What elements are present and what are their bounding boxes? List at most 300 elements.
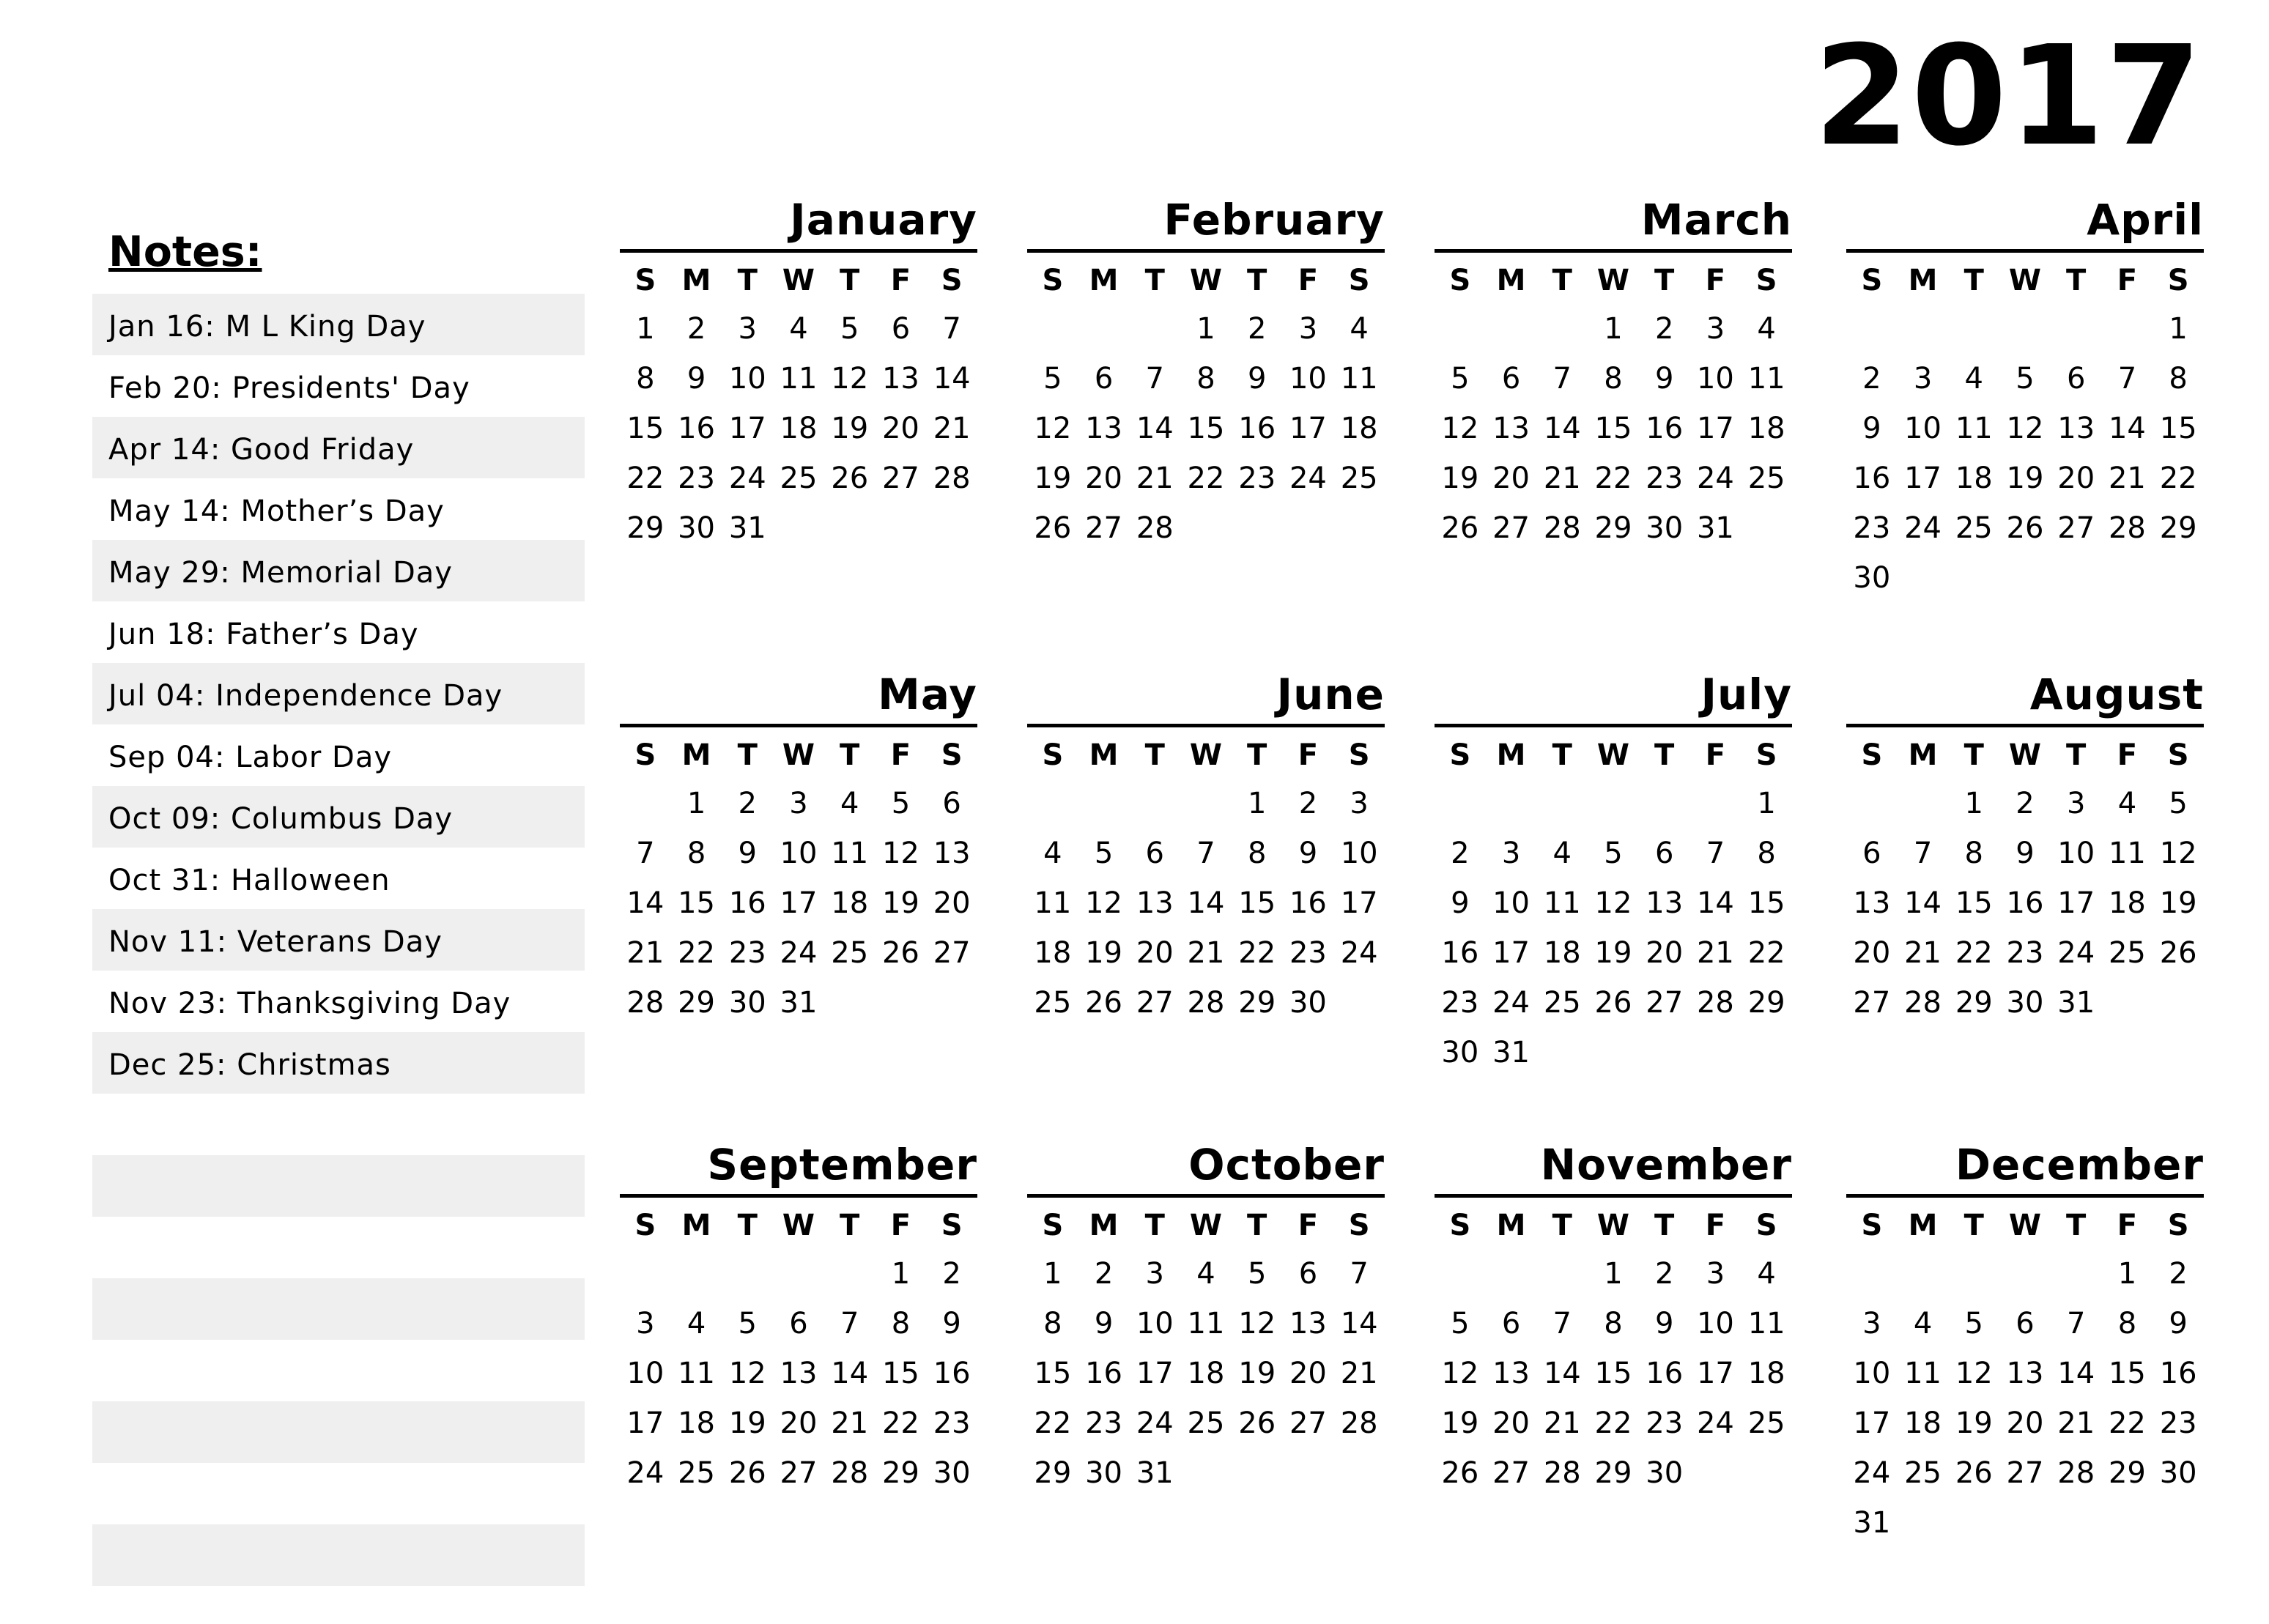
day-cell: 12 (881, 837, 919, 870)
day-cell: 11 (831, 837, 869, 870)
day-cell: 6 (1654, 837, 1674, 870)
weekday-header: S (634, 1209, 656, 1242)
day-cell: 7 (1350, 1257, 1369, 1291)
day-cell: 8 (2117, 1307, 2137, 1341)
day-cell: 9 (1654, 362, 1674, 396)
month-name: August (1846, 665, 2204, 727)
day-cell: 14 (1543, 412, 1581, 445)
day-cell: 28 (933, 461, 971, 495)
day-cell: 9 (1862, 412, 1881, 445)
day-cell: 4 (2117, 787, 2137, 820)
weekday-header: T (1144, 264, 1165, 297)
empty-day-cell (1180, 779, 1232, 828)
day-cell: 1 (686, 787, 706, 820)
day-cell: 26 (1955, 1456, 1993, 1490)
day-cell: 22 (626, 461, 665, 495)
day-cell: 22 (2108, 1406, 2146, 1440)
day-cell: 16 (1289, 886, 1327, 920)
day-cell: 27 (881, 461, 919, 495)
weekday-header: T (737, 264, 758, 297)
day-cell: 17 (1696, 412, 1734, 445)
day-cell: 19 (1034, 461, 1072, 495)
day-cell: 17 (1696, 1357, 1734, 1390)
month-name: December (1846, 1135, 2204, 1198)
weekday-header: T (2066, 1209, 2087, 1242)
day-cell: 11 (1187, 1307, 1225, 1341)
day-cell: 13 (881, 362, 919, 396)
empty-day-cell (2102, 304, 2153, 354)
day-cell: 5 (891, 787, 911, 820)
day-cell: 11 (1543, 886, 1581, 920)
empty-day-cell (1588, 779, 1639, 828)
day-cell: 6 (2016, 1307, 2035, 1341)
day-cell: 1 (2117, 1257, 2137, 1291)
day-cell: 21 (1136, 461, 1174, 495)
empty-day-cell (1129, 779, 1180, 828)
day-cell: 12 (2159, 837, 2197, 870)
day-cell: 19 (1085, 936, 1123, 970)
day-cell: 4 (840, 787, 859, 820)
weekday-header: T (737, 738, 758, 772)
day-cell: 1 (891, 1257, 911, 1291)
weekday-header: S (1449, 1209, 1471, 1242)
day-cell: 1 (636, 312, 655, 346)
day-cell: 12 (1034, 412, 1072, 445)
empty-day-cell (2051, 304, 2102, 354)
day-cell: 5 (738, 1307, 757, 1341)
day-cell: 16 (2006, 886, 2044, 920)
day-cell: 25 (1955, 511, 1993, 545)
day-cell: 22 (1034, 1406, 1072, 1440)
weekday-header: T (1247, 1209, 1267, 1242)
day-cell: 26 (2159, 936, 2197, 970)
day-cell: 1 (1757, 787, 1776, 820)
day-cell: 20 (881, 412, 919, 445)
empty-day-cell (1486, 1249, 1537, 1299)
day-cell: 16 (933, 1357, 971, 1390)
day-cell: 25 (780, 461, 818, 495)
day-cell: 27 (1853, 986, 1891, 1020)
note-row (92, 1401, 585, 1463)
day-cell: 31 (1136, 1456, 1174, 1490)
day-cell: 12 (831, 362, 869, 396)
day-cell: 6 (2066, 362, 2086, 396)
weekday-header: S (1042, 264, 1064, 297)
day-cell: 11 (1747, 1307, 1785, 1341)
day-cell: 4 (1043, 837, 1062, 870)
day-cell: 17 (1492, 936, 1530, 970)
day-cell: 6 (1501, 1307, 1521, 1341)
weekday-header: W (1596, 738, 1630, 772)
day-cell: 2 (1247, 312, 1267, 346)
empty-day-cell (773, 1249, 824, 1299)
day-cell: 18 (1340, 412, 1378, 445)
day-cell: 5 (1247, 1257, 1267, 1291)
day-cell: 25 (2108, 936, 2146, 970)
weekday-header: M (1496, 264, 1526, 297)
weekday-header: S (1449, 738, 1471, 772)
day-cell: 16 (1441, 936, 1479, 970)
day-cell: 23 (1853, 511, 1891, 545)
day-cell: 14 (1136, 412, 1174, 445)
weekday-header: F (890, 738, 911, 772)
day-cell: 15 (1238, 886, 1276, 920)
day-cell: 4 (1964, 362, 1983, 396)
month-day-grid (1846, 1202, 2204, 1548)
weekday-header: M (1908, 1209, 1938, 1242)
day-cell: 9 (1298, 837, 1318, 870)
empty-day-cell (1948, 304, 1999, 354)
weekday-header: W (2008, 738, 2042, 772)
day-cell: 20 (2057, 461, 2095, 495)
day-cell: 10 (728, 362, 766, 396)
empty-day-cell (1690, 779, 1741, 828)
weekday-header: W (1189, 264, 1223, 297)
day-cell: 13 (1853, 886, 1891, 920)
day-cell: 17 (1904, 461, 1942, 495)
note-row: Oct 09: Columbus Day (92, 786, 585, 848)
day-cell: 9 (686, 362, 706, 396)
day-cell: 8 (1757, 837, 1776, 870)
day-cell: 26 (1441, 1456, 1479, 1490)
day-cell: 19 (1594, 936, 1632, 970)
day-cell: 1 (1604, 1257, 1623, 1291)
day-cell: 14 (626, 886, 665, 920)
weekday-header: T (1552, 1209, 1572, 1242)
day-cell: 12 (1441, 412, 1479, 445)
day-cell: 29 (2108, 1456, 2146, 1490)
year-title: 2017 (1813, 16, 2203, 177)
day-cell: 2 (1862, 362, 1881, 396)
day-cell: 16 (678, 412, 716, 445)
day-cell: 12 (1441, 1357, 1479, 1390)
day-cell: 24 (1136, 1406, 1174, 1440)
day-cell: 4 (1757, 1257, 1776, 1291)
day-cell: 2 (1298, 787, 1318, 820)
empty-day-cell (1948, 1249, 1999, 1299)
weekday-header: T (1552, 264, 1572, 297)
empty-day-cell (1999, 304, 2051, 354)
empty-day-cell (2051, 1249, 2102, 1299)
day-cell: 3 (1350, 787, 1369, 820)
day-cell: 5 (1043, 362, 1062, 396)
day-cell: 29 (1747, 986, 1785, 1020)
day-cell: 23 (1238, 461, 1276, 495)
day-cell: 26 (1034, 511, 1072, 545)
day-cell: 27 (1646, 986, 1684, 1020)
day-cell: 20 (1492, 1406, 1530, 1440)
day-cell: 7 (1913, 837, 1933, 870)
weekday-header: T (737, 1209, 758, 1242)
day-cell: 5 (1451, 362, 1470, 396)
day-cell: 23 (1441, 986, 1479, 1020)
day-cell: 19 (881, 886, 919, 920)
weekday-header: S (1348, 1209, 1370, 1242)
day-cell: 27 (1492, 511, 1530, 545)
day-cell: 19 (1955, 1406, 1993, 1440)
note-row (92, 1524, 585, 1586)
day-cell: 10 (1853, 1357, 1891, 1390)
day-cell: 31 (780, 986, 818, 1020)
day-cell: 25 (1747, 461, 1785, 495)
empty-day-cell (671, 1249, 722, 1299)
day-cell: 26 (831, 461, 869, 495)
day-cell: 5 (2016, 362, 2035, 396)
day-cell: 10 (1904, 412, 1942, 445)
day-cell: 15 (626, 412, 665, 445)
day-cell: 31 (1696, 511, 1734, 545)
day-cell: 5 (840, 312, 859, 346)
empty-day-cell (1078, 779, 1130, 828)
day-cell: 30 (1646, 1456, 1684, 1490)
month-day-grid (1027, 257, 1385, 553)
day-cell: 23 (728, 936, 766, 970)
empty-day-cell (1536, 779, 1588, 828)
day-cell: 29 (1955, 986, 1993, 1020)
day-cell: 24 (1904, 511, 1942, 545)
day-cell: 23 (2159, 1406, 2197, 1440)
day-cell: 21 (933, 412, 971, 445)
day-cell: 29 (1594, 511, 1632, 545)
weekday-header: M (681, 738, 711, 772)
day-cell: 26 (1238, 1406, 1276, 1440)
day-cell: 23 (1289, 936, 1327, 970)
day-cell: 14 (933, 362, 971, 396)
day-cell: 9 (1094, 1307, 1114, 1341)
day-cell: 24 (1289, 461, 1327, 495)
day-cell: 18 (2108, 886, 2146, 920)
empty-day-cell (1846, 1249, 1898, 1299)
day-cell: 1 (1247, 787, 1267, 820)
day-cell: 3 (738, 312, 757, 346)
note-row: Sep 04: Labor Day (108, 741, 392, 774)
note-row (92, 1094, 585, 1155)
day-cell: 27 (1289, 1406, 1327, 1440)
day-cell: 22 (881, 1406, 919, 1440)
day-cell: 27 (1492, 1456, 1530, 1490)
day-cell: 21 (1696, 936, 1734, 970)
day-cell: 10 (1340, 837, 1378, 870)
month-december (1846, 1135, 2204, 1548)
day-cell: 2 (2169, 1257, 2188, 1291)
day-cell: 15 (1187, 412, 1225, 445)
day-cell: 11 (1747, 362, 1785, 396)
month-name: November (1435, 1135, 1792, 1198)
day-cell: 31 (1492, 1036, 1530, 1069)
weekday-header: W (1189, 738, 1223, 772)
note-row: Jul 04: Independence Day (92, 663, 585, 724)
day-cell: 13 (1085, 412, 1123, 445)
empty-day-cell (1078, 304, 1130, 354)
day-cell: 2 (1654, 1257, 1674, 1291)
day-cell: 30 (1441, 1036, 1479, 1069)
day-cell: 22 (1594, 461, 1632, 495)
day-cell: 8 (1604, 362, 1623, 396)
day-cell: 29 (626, 511, 665, 545)
day-cell: 10 (1289, 362, 1327, 396)
day-cell: 20 (1085, 461, 1123, 495)
weekday-header: T (840, 264, 860, 297)
weekday-header: W (2008, 1209, 2042, 1242)
weekday-header: S (941, 738, 963, 772)
day-cell: 22 (1594, 1406, 1632, 1440)
day-cell: 12 (1085, 886, 1123, 920)
day-cell: 10 (1696, 362, 1734, 396)
weekday-header: S (1042, 738, 1064, 772)
day-cell: 7 (636, 837, 655, 870)
day-cell: 30 (2159, 1456, 2197, 1490)
day-cell: 12 (728, 1357, 766, 1390)
day-cell: 28 (2057, 1456, 2095, 1490)
weekday-header: T (1247, 738, 1267, 772)
day-cell: 19 (2006, 461, 2044, 495)
day-cell: 3 (1862, 1307, 1881, 1341)
day-cell: 19 (1441, 1406, 1479, 1440)
month-day-grid (1435, 732, 1792, 1078)
day-cell: 2 (1451, 837, 1470, 870)
day-cell: 9 (2169, 1307, 2188, 1341)
day-cell: 11 (2108, 837, 2146, 870)
day-cell: 16 (728, 886, 766, 920)
day-cell: 13 (780, 1357, 818, 1390)
empty-day-cell (620, 1249, 671, 1299)
day-cell: 23 (1085, 1406, 1123, 1440)
day-cell: 28 (1543, 511, 1581, 545)
empty-day-cell (620, 779, 671, 828)
month-name: June (1027, 665, 1385, 727)
day-cell: 3 (1501, 837, 1521, 870)
day-cell: 15 (1594, 412, 1632, 445)
day-cell: 14 (2057, 1357, 2095, 1390)
day-cell: 19 (1441, 461, 1479, 495)
empty-day-cell (1486, 304, 1537, 354)
day-cell: 17 (1136, 1357, 1174, 1390)
day-cell: 9 (1654, 1307, 1674, 1341)
month-name: October (1027, 1135, 1385, 1198)
day-cell: 18 (780, 412, 818, 445)
day-cell: 1 (1043, 1257, 1062, 1291)
day-cell: 28 (1904, 986, 1942, 1020)
month-day-grid (620, 732, 977, 1028)
day-cell: 17 (1289, 412, 1327, 445)
empty-day-cell (1846, 779, 1898, 828)
day-cell: 13 (2006, 1357, 2044, 1390)
day-cell: 13 (933, 837, 971, 870)
weekday-header: F (1298, 264, 1319, 297)
day-cell: 28 (831, 1456, 869, 1490)
day-cell: 27 (1085, 511, 1123, 545)
day-cell: 25 (1904, 1456, 1942, 1490)
day-cell: 4 (1196, 1257, 1215, 1291)
day-cell: 8 (1196, 362, 1215, 396)
day-cell: 6 (1145, 837, 1164, 870)
weekday-header: W (782, 264, 815, 297)
note-row: Nov 11: Veterans Day (92, 909, 585, 971)
notes-list (92, 294, 585, 1586)
day-cell: 23 (1646, 1406, 1684, 1440)
day-cell: 9 (2016, 837, 2035, 870)
note-row: Nov 23: Thanksgiving Day (108, 987, 511, 1020)
day-cell: 25 (1340, 461, 1378, 495)
day-cell: 26 (881, 936, 919, 970)
day-cell: 20 (933, 886, 971, 920)
day-cell: 23 (2006, 936, 2044, 970)
weekday-header: T (1654, 1209, 1675, 1242)
weekday-header: F (2117, 738, 2138, 772)
day-cell: 12 (1238, 1307, 1276, 1341)
day-cell: 26 (1594, 986, 1632, 1020)
day-cell: 30 (1289, 986, 1327, 1020)
day-cell: 11 (1340, 362, 1378, 396)
weekday-header: S (2167, 264, 2189, 297)
day-cell: 10 (1136, 1307, 1174, 1341)
month-june (1027, 665, 1385, 1028)
day-cell: 28 (1696, 986, 1734, 1020)
day-cell: 20 (1136, 936, 1174, 970)
weekday-header: T (840, 738, 860, 772)
note-row (92, 1155, 585, 1217)
day-cell: 20 (780, 1406, 818, 1440)
day-cell: 27 (2006, 1456, 2044, 1490)
day-cell: 29 (881, 1456, 919, 1490)
empty-day-cell (1435, 779, 1486, 828)
day-cell: 15 (2108, 1357, 2146, 1390)
day-cell: 16 (1646, 412, 1684, 445)
month-day-grid (1846, 732, 2204, 1028)
day-cell: 14 (1696, 886, 1734, 920)
empty-day-cell (1027, 304, 1078, 354)
day-cell: 8 (636, 362, 655, 396)
day-cell: 22 (1955, 936, 1993, 970)
day-cell: 21 (1904, 936, 1942, 970)
day-cell: 15 (2159, 412, 2197, 445)
day-cell: 21 (831, 1406, 869, 1440)
day-cell: 7 (840, 1307, 859, 1341)
weekday-header: W (1596, 264, 1630, 297)
weekday-header: S (1861, 264, 1883, 297)
day-cell: 13 (2057, 412, 2095, 445)
day-cell: 20 (1289, 1357, 1327, 1390)
day-cell: 7 (1552, 362, 1572, 396)
day-cell: 15 (1034, 1357, 1072, 1390)
day-cell: 15 (1747, 886, 1785, 920)
weekday-header: S (1861, 1209, 1883, 1242)
day-cell: 25 (1747, 1406, 1785, 1440)
weekday-header: S (634, 738, 656, 772)
day-cell: 25 (831, 936, 869, 970)
weekday-header: F (1705, 738, 1726, 772)
day-cell: 29 (1238, 986, 1276, 1020)
day-cell: 28 (1340, 1406, 1378, 1440)
day-cell: 28 (2108, 511, 2146, 545)
day-cell: 16 (1085, 1357, 1123, 1390)
weekday-header: W (1596, 1209, 1630, 1242)
day-cell: 10 (2057, 837, 2095, 870)
day-cell: 11 (1955, 412, 1993, 445)
month-july (1435, 665, 1792, 1078)
weekday-header: M (1908, 738, 1938, 772)
day-cell: 9 (1451, 886, 1470, 920)
empty-day-cell (1898, 1249, 1949, 1299)
day-cell: 27 (2057, 511, 2095, 545)
day-cell: 16 (1853, 461, 1891, 495)
day-cell: 24 (2057, 936, 2095, 970)
weekday-header: W (1189, 1209, 1223, 1242)
weekday-header: F (2117, 264, 2138, 297)
day-cell: 30 (678, 511, 716, 545)
day-cell: 20 (1646, 936, 1684, 970)
weekday-header: M (1089, 1209, 1119, 1242)
